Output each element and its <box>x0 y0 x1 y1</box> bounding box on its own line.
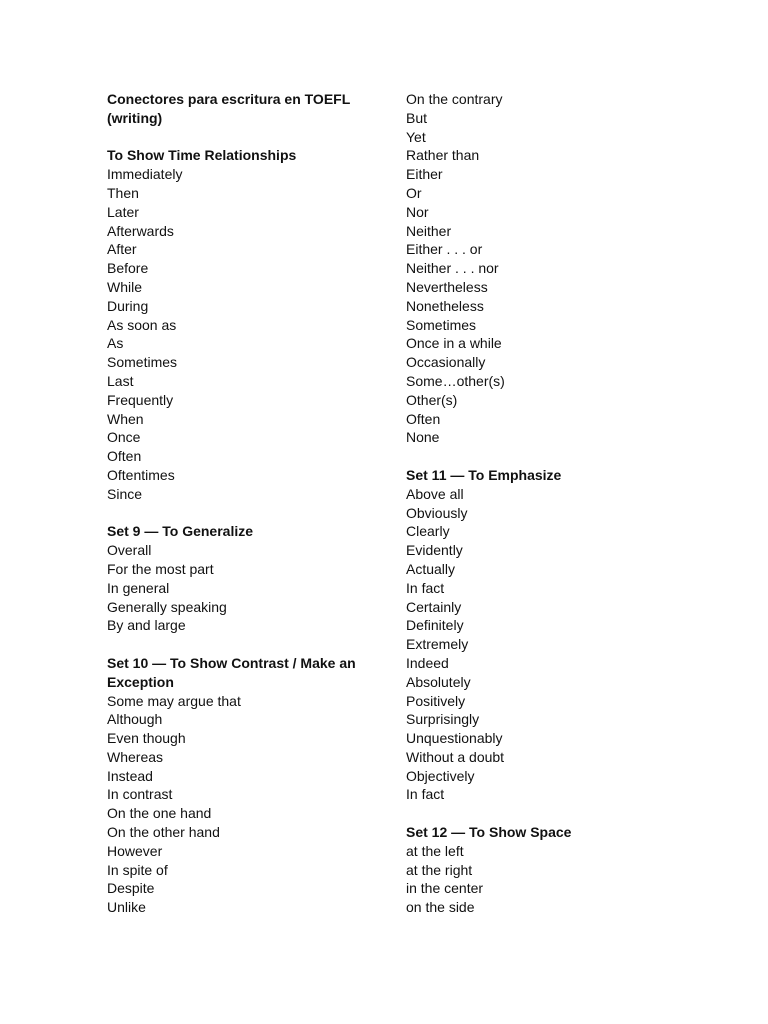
list-item: Clearly <box>406 523 450 540</box>
time-list <box>107 165 377 503</box>
contrast-list <box>107 692 377 918</box>
list-item: Rather than <box>406 147 480 164</box>
list-item: Without a doubt <box>406 748 505 765</box>
space-list <box>406 842 696 917</box>
list-item: Before <box>107 260 149 277</box>
list-item: Instead <box>107 767 153 784</box>
list-item: Oftentimes <box>107 466 175 483</box>
spacer <box>107 635 377 654</box>
list-item: Later <box>107 203 139 220</box>
list-item: Frequently <box>107 391 174 408</box>
section-heading-contrast-line-2: Exception <box>107 673 174 690</box>
list-item: Objectively <box>406 767 475 784</box>
list-item: Even though <box>107 730 186 747</box>
list-item: Unquestionably <box>406 730 503 747</box>
list-item: By and large <box>107 617 186 634</box>
list-item: Nor <box>406 203 429 220</box>
list-item: Definitely <box>406 617 464 634</box>
list-item: Once <box>107 429 141 446</box>
list-item: Often <box>406 410 441 427</box>
list-item: Sometimes <box>107 354 178 371</box>
list-item: After <box>107 241 137 258</box>
list-item: Whereas <box>107 748 164 765</box>
spacer <box>406 447 696 466</box>
list-item: As soon as <box>107 316 177 333</box>
list-item: Certainly <box>406 598 462 615</box>
list-item: In general <box>107 579 170 596</box>
list-item: at the right <box>406 861 473 878</box>
list-item: Nevertheless <box>406 278 488 295</box>
emphasize-list <box>406 485 696 805</box>
list-item: Afterwards <box>107 222 174 239</box>
list-item: Generally speaking <box>107 598 227 615</box>
list-item: Occasionally <box>406 354 486 371</box>
list-item: Unlike <box>107 899 146 916</box>
list-item: Neither <box>406 222 452 239</box>
list-item: In fact <box>406 579 445 596</box>
generalize-list <box>107 541 377 635</box>
left-column <box>107 90 377 917</box>
list-item: On the other hand <box>107 824 220 841</box>
section-heading-contrast-line-1: Set 10 — To Show Contrast / Make an <box>107 654 356 671</box>
list-item: on the side <box>406 899 475 916</box>
list-item: Once in a while <box>406 335 502 352</box>
document-title-line-2: (writing) <box>107 109 163 126</box>
list-item: Indeed <box>406 654 449 671</box>
list-item: For the most part <box>107 560 214 577</box>
list-item: at the left <box>406 842 464 859</box>
list-item: Since <box>107 485 143 502</box>
list-item: Nonetheless <box>406 297 484 314</box>
list-item: On the one hand <box>107 805 212 822</box>
list-item: Or <box>406 184 422 201</box>
list-item: Extremely <box>406 636 469 653</box>
right-column <box>406 90 696 917</box>
list-item: Yet <box>406 128 426 145</box>
spacer <box>107 504 377 523</box>
list-item: Either . . . or <box>406 241 483 258</box>
section-heading-space: Set 12 — To Show Space <box>406 824 572 841</box>
list-item: Some…other(s) <box>406 372 505 389</box>
list-item: In contrast <box>107 786 173 803</box>
section-heading-time: To Show Time Relationships <box>107 147 297 164</box>
list-item: Although <box>107 711 163 728</box>
list-item: As <box>107 335 124 352</box>
list-item: Absolutely <box>406 673 471 690</box>
list-item: Actually <box>406 560 456 577</box>
list-item: Some may argue that <box>107 692 241 709</box>
list-item: in the center <box>406 880 484 897</box>
section-heading-emphasize: Set 11 — To Emphasize <box>406 466 562 483</box>
list-item: Immediately <box>107 166 183 183</box>
list-item: On the contrary <box>406 91 503 107</box>
list-item: In spite of <box>107 861 168 878</box>
document-title-line-1: Conectores para escritura en TOEFL <box>107 91 351 107</box>
list-item: Either <box>406 166 443 183</box>
contrast-continued-list <box>406 90 696 447</box>
list-item: Often <box>107 448 142 465</box>
list-item: Last <box>107 372 134 389</box>
list-item: However <box>107 842 163 859</box>
list-item: Other(s) <box>406 391 458 408</box>
section-heading-generalize: Set 9 — To Generalize <box>107 523 254 540</box>
list-item: Despite <box>107 880 155 897</box>
list-item: Positively <box>406 692 466 709</box>
list-item: Overall <box>107 542 152 559</box>
spacer <box>107 128 377 147</box>
list-item: In fact <box>406 786 445 803</box>
list-item: Evidently <box>406 542 463 559</box>
list-item: Sometimes <box>406 316 477 333</box>
list-item: Above all <box>406 485 464 502</box>
spacer <box>406 804 696 823</box>
list-item: But <box>406 109 428 126</box>
list-item: When <box>107 410 144 427</box>
list-item: While <box>107 278 143 295</box>
list-item: Neither . . . nor <box>406 260 499 277</box>
list-item: During <box>107 297 149 314</box>
list-item: Then <box>107 184 139 201</box>
list-item: Surprisingly <box>406 711 480 728</box>
list-item: Obviously <box>406 504 468 521</box>
list-item: None <box>406 429 440 446</box>
